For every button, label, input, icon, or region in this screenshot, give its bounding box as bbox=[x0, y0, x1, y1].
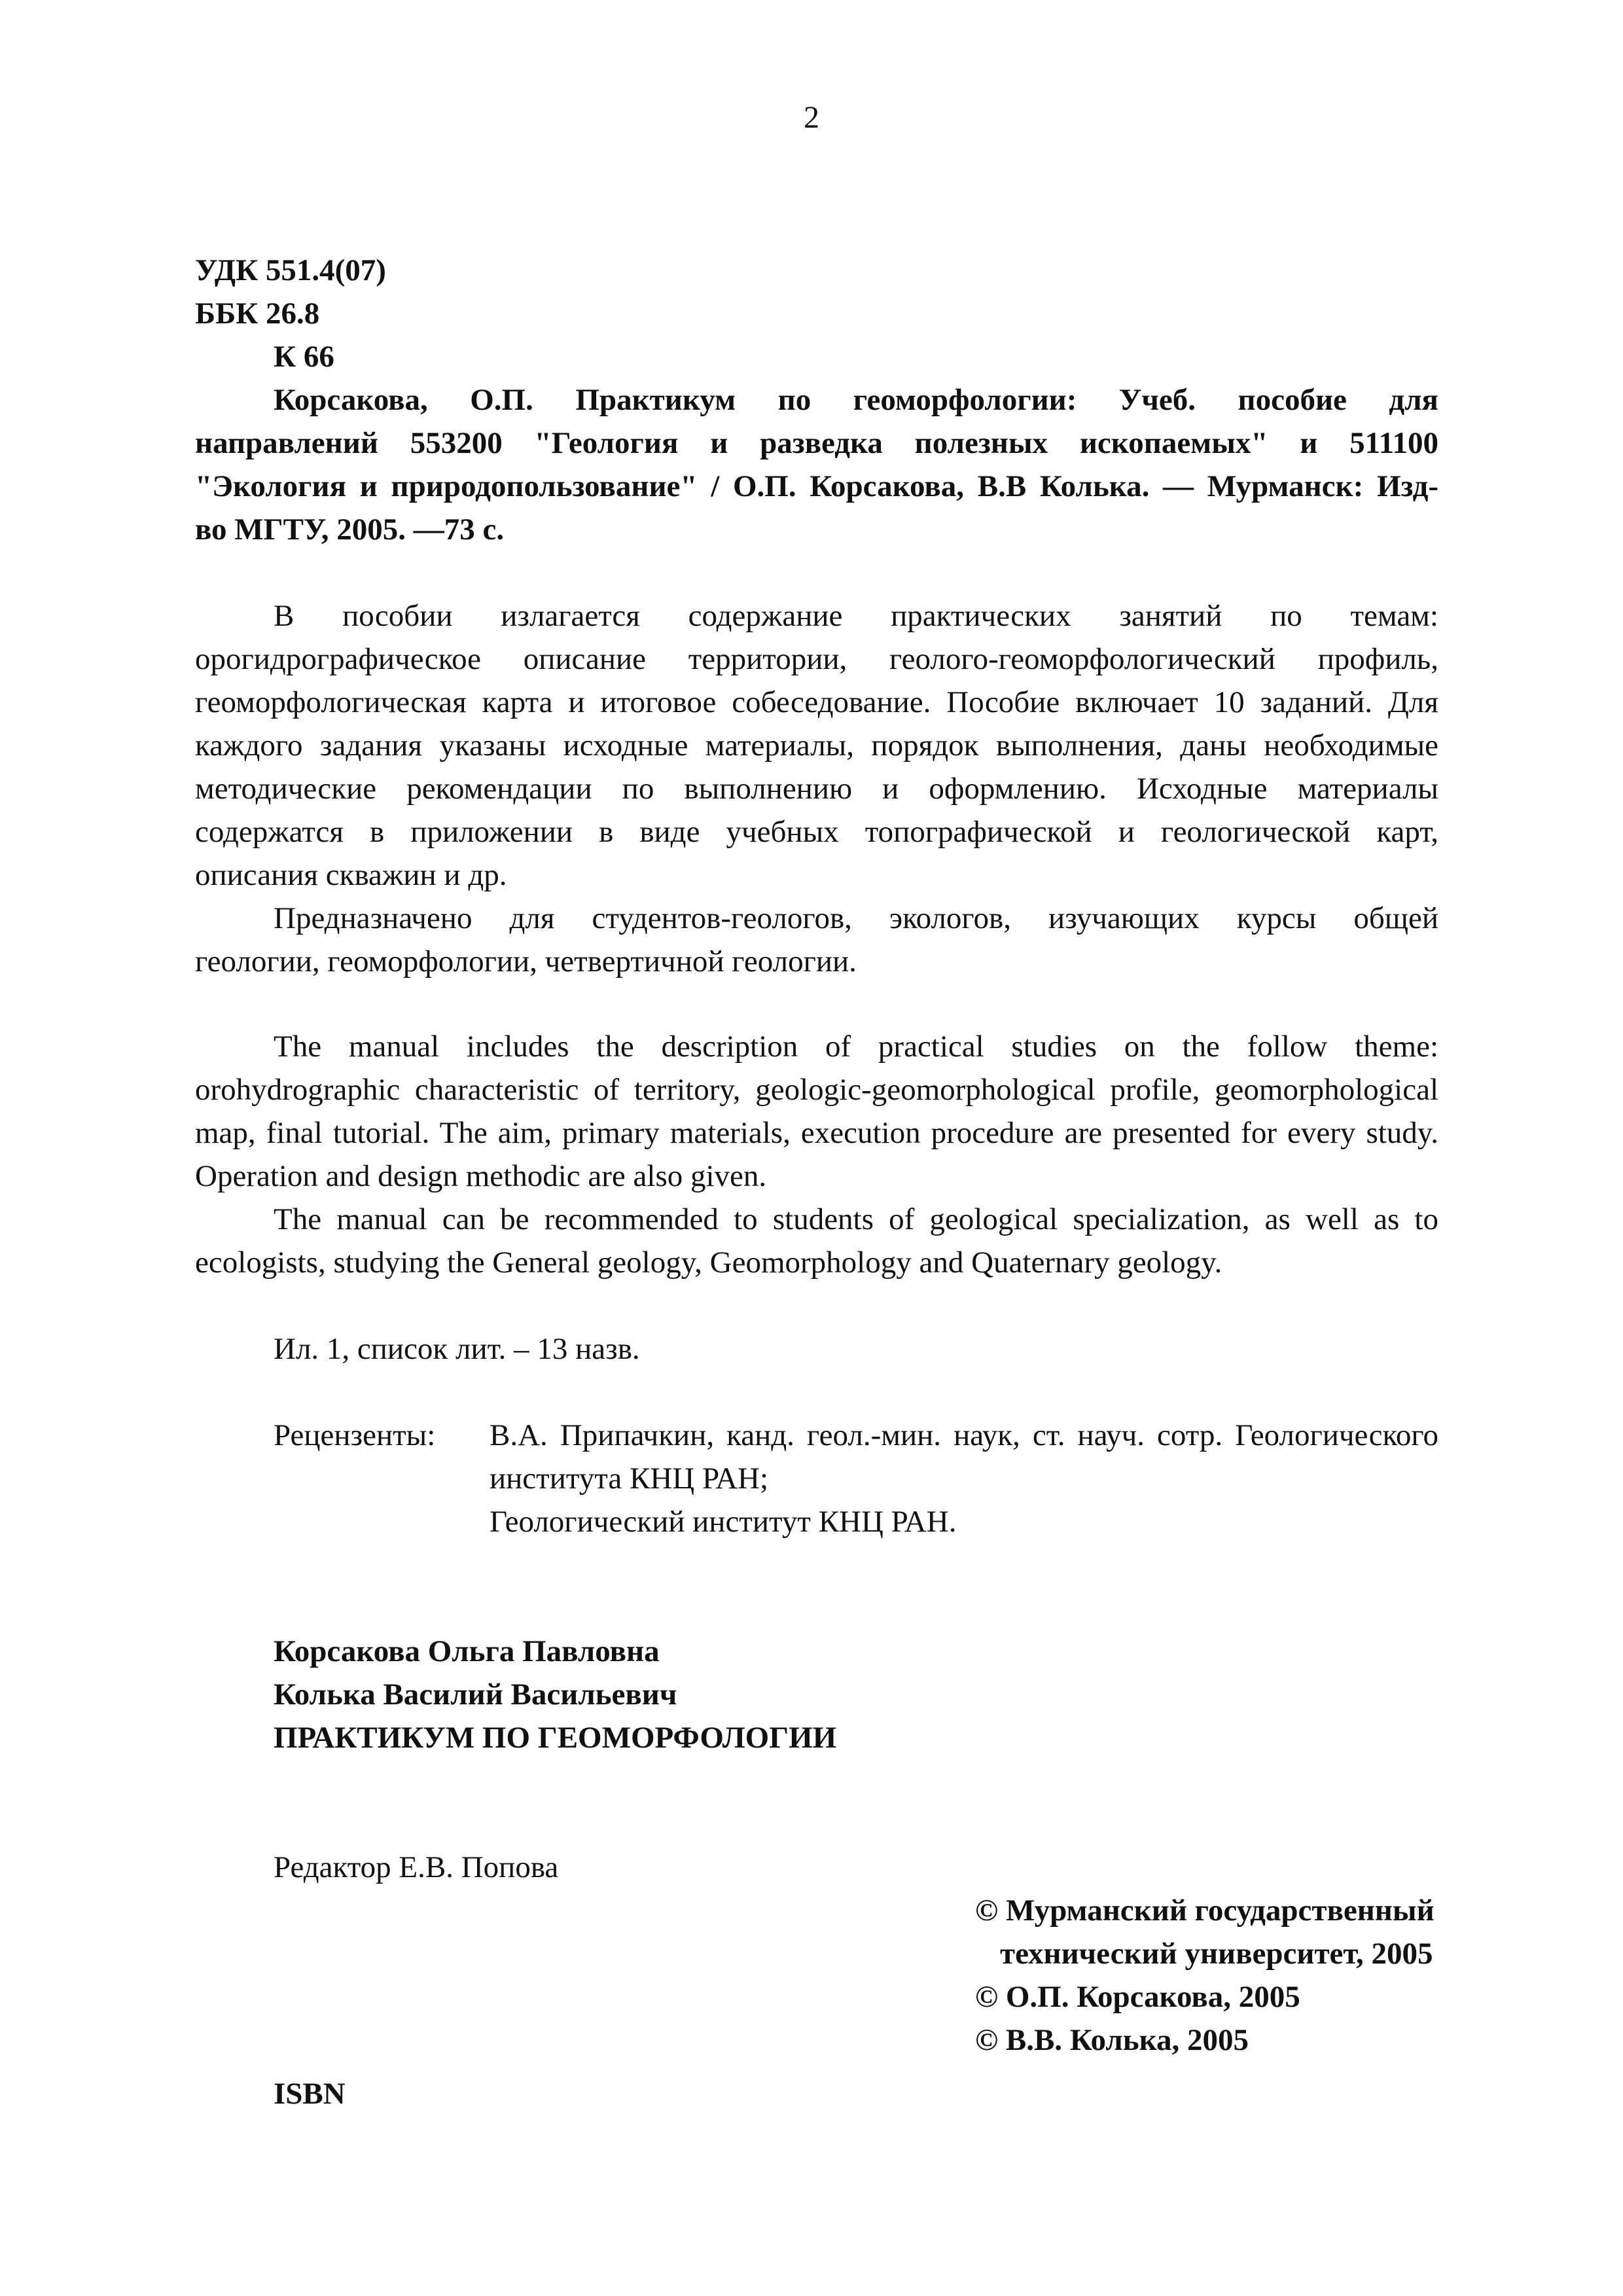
abstract-en-line: The manual includes the description of practical studies on the follow theme: bbox=[274, 1030, 1438, 1064]
page-number: 2 bbox=[804, 100, 819, 135]
author-mark: К 66 bbox=[274, 340, 334, 374]
abstract-ru-line: В пособии излагается содержание практических занятий по темам: bbox=[274, 599, 1438, 633]
reviewer-line: Геологический институт КНЦ РАН. bbox=[490, 1505, 957, 1539]
author-name: Корсакова Ольга Павловна bbox=[274, 1634, 660, 1668]
citation-line: Корсакова, О.П. Практикум по геоморфологии: Учеб. пособие для bbox=[274, 383, 1438, 417]
abstract-en-line: ecologists, studying the General geology, Geomorphology and Quaternary geology. bbox=[195, 1246, 1222, 1280]
copyright-line: © Мурманский государственный bbox=[975, 1893, 1435, 1928]
abstract-ru-line: геологии, геоморфологии, четвертичной геологии. bbox=[195, 944, 857, 978]
reviewer-line: В.А. Припачкин, канд. геол.-мин. наук, ст. науч. сотр. Геологического bbox=[490, 1418, 1438, 1452]
editor-credit: Редактор Е.В. Попова bbox=[274, 1850, 559, 1884]
udk-code: УДК 551.4(07) bbox=[195, 253, 386, 287]
abstract-en-line: map, final tutorial. The aim, primary materials, execution procedure are presented for every study. bbox=[195, 1116, 1438, 1150]
bbk-code: ББК 26.8 bbox=[195, 296, 320, 331]
reviewer-line: института КНЦ РАН; bbox=[490, 1462, 769, 1496]
book-title: ПРАКТИКУМ ПО ГЕОМОРФОЛОГИИ bbox=[274, 1721, 837, 1755]
citation-line: "Экология и природопользование" / О.П. Корсакова, В.В Колька. — Мурманск: Изд- bbox=[195, 469, 1438, 503]
abstract-ru-line: содержатся в приложении в виде учебных топографической и геологической карт, bbox=[195, 815, 1438, 849]
abstract-ru-line: каждого задания указаны исходные материалы, порядок выполнения, даны необходимые bbox=[195, 728, 1438, 762]
copyright-line: технический университет, 2005 bbox=[1000, 1937, 1433, 1971]
reviewers-label: Рецензенты: bbox=[274, 1418, 436, 1452]
abstract-ru-line: орогидрографическое описание территории, геолого-геоморфологический профиль, bbox=[195, 642, 1438, 676]
abstract-en-line: The manual can be recommended to students of geological specialization, as well as to bbox=[274, 1202, 1438, 1236]
abstract-ru-line: Предназначено для студентов-геологов, экологов, изучающих курсы общей bbox=[274, 901, 1438, 935]
copyright-line: © О.П. Корсакова, 2005 bbox=[975, 1980, 1300, 2014]
citation-line: во МГТУ, 2005. —73 с. bbox=[195, 512, 505, 547]
illustrations-note: Ил. 1, список лит. – 13 назв. bbox=[274, 1332, 640, 1366]
copyright-line: © В.В. Колька, 2005 bbox=[975, 2023, 1249, 2057]
abstract-en-line: Operation and design methodic are also given. bbox=[195, 1159, 767, 1193]
abstract-ru-line: методические рекомендации по выполнению и оформлению. Исходные материалы bbox=[195, 772, 1438, 806]
abstract-en-line: orohydrographic characteristic of territory, geologic-geomorphological profile, geomorphological bbox=[195, 1073, 1438, 1107]
author-name: Колька Василий Васильевич bbox=[274, 1677, 677, 1712]
isbn: ISBN bbox=[274, 2077, 346, 2111]
abstract-ru-line: описания скважин и др. bbox=[195, 858, 507, 892]
abstract-ru-line: геоморфологическая карта и итоговое собеседование. Пособие включает 10 заданий. Для bbox=[195, 685, 1438, 719]
citation-line: направлений 553200 "Геология и разведка полезных ископаемых" и 511100 bbox=[195, 426, 1438, 460]
